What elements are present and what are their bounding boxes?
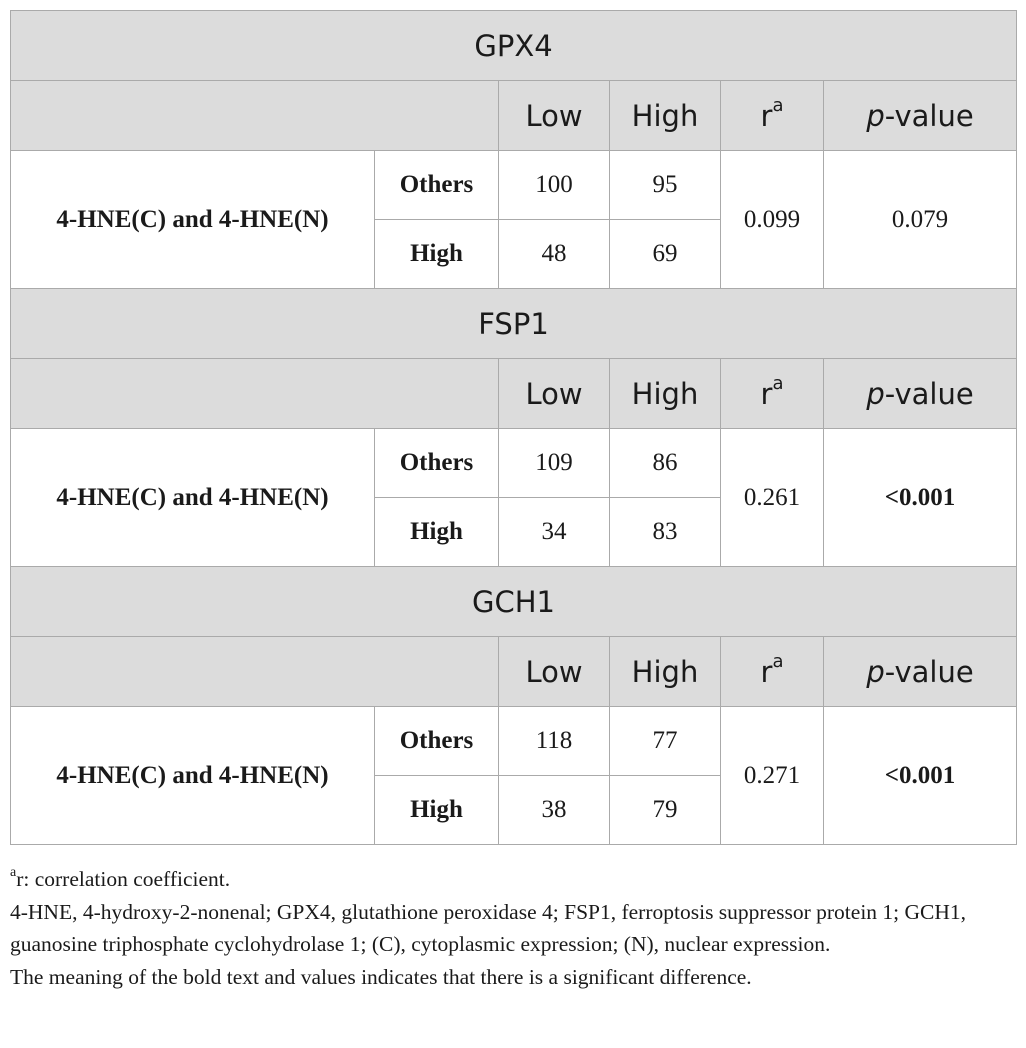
group-label: High <box>375 776 499 845</box>
table-row <box>11 429 1017 498</box>
header-low: Low <box>499 637 610 707</box>
header-high: High <box>610 81 721 151</box>
table-row <box>11 151 1017 220</box>
cell-p-value: <0.001 <box>824 707 1017 845</box>
group-label: Others <box>375 429 499 498</box>
section-title-row <box>11 289 1017 359</box>
header-r <box>721 637 824 707</box>
cell-p-value: 0.079 <box>824 151 1017 289</box>
header-p-italic: p <box>866 654 885 689</box>
header-p-value <box>824 637 1017 707</box>
column-header-row <box>11 637 1017 707</box>
cell-high: 83 <box>610 498 721 567</box>
table-footnotes <box>10 859 1016 993</box>
section-title-gch1: GCH1 <box>11 567 1017 637</box>
header-r <box>721 81 824 151</box>
cell-high: 95 <box>610 151 721 220</box>
header-p-rest: -value <box>884 98 974 133</box>
header-p-rest: -value <box>884 376 974 411</box>
row-label: 4-HNE(C) and 4-HNE(N) <box>11 429 375 567</box>
cell-low: 118 <box>499 707 610 776</box>
section-title-fsp1: FSP1 <box>11 289 1017 359</box>
header-blank <box>11 637 499 707</box>
footnote-a-marker: a <box>10 865 17 880</box>
footnote-a-text: r: correlation coefficient. <box>16 867 231 892</box>
row-label: 4-HNE(C) and 4-HNE(N) <box>11 151 375 289</box>
cell-low: 109 <box>499 429 610 498</box>
header-p-rest: -value <box>884 654 974 689</box>
header-high: High <box>610 637 721 707</box>
footnote-a <box>10 859 1016 896</box>
footnote-abbreviations: 4-HNE, 4-hydroxy-2-nonenal; GPX4, glutathione peroxidase 4; FSP1, ferroptosis suppressor protein 1; GCH1, guanosine triphosphate cyclohydrolase 1; (C), cytoplasmic expression; (N), nuclear expression. <box>10 899 967 957</box>
footnote-bold-meaning: The meaning of the bold text and values indicates that there is a significant difference. <box>10 964 752 989</box>
group-label: Others <box>375 151 499 220</box>
header-r-sup: a <box>772 94 784 116</box>
header-low: Low <box>499 359 610 429</box>
cell-r: 0.099 <box>721 151 824 289</box>
section-title-gpx4: GPX4 <box>11 11 1017 81</box>
header-blank <box>11 359 499 429</box>
cell-low: 38 <box>499 776 610 845</box>
cell-low: 48 <box>499 220 610 289</box>
cell-high: 86 <box>610 429 721 498</box>
group-label: Others <box>375 707 499 776</box>
section-title-row <box>11 567 1017 637</box>
cell-r: 0.271 <box>721 707 824 845</box>
row-label: 4-HNE(C) and 4-HNE(N) <box>11 707 375 845</box>
header-r-text: r <box>760 654 773 689</box>
header-high: High <box>610 359 721 429</box>
header-p-italic: p <box>866 376 885 411</box>
header-r-text: r <box>760 376 773 411</box>
header-low: Low <box>499 81 610 151</box>
cell-high: 79 <box>610 776 721 845</box>
cell-r: 0.261 <box>721 429 824 567</box>
header-r <box>721 359 824 429</box>
header-r-sup: a <box>772 650 784 672</box>
cell-high: 69 <box>610 220 721 289</box>
group-label: High <box>375 220 499 289</box>
header-p-value <box>824 81 1017 151</box>
header-r-sup: a <box>772 372 784 394</box>
cell-p-value: <0.001 <box>824 429 1017 567</box>
cell-low: 100 <box>499 151 610 220</box>
column-header-row <box>11 81 1017 151</box>
correlation-table-container <box>10 10 1016 993</box>
group-label: High <box>375 498 499 567</box>
correlation-table <box>10 10 1017 845</box>
header-blank <box>11 81 499 151</box>
table-row <box>11 707 1017 776</box>
header-p-value <box>824 359 1017 429</box>
column-header-row <box>11 359 1017 429</box>
cell-low: 34 <box>499 498 610 567</box>
header-r-text: r <box>760 98 773 133</box>
cell-high: 77 <box>610 707 721 776</box>
section-title-row <box>11 11 1017 81</box>
header-p-italic: p <box>866 98 885 133</box>
